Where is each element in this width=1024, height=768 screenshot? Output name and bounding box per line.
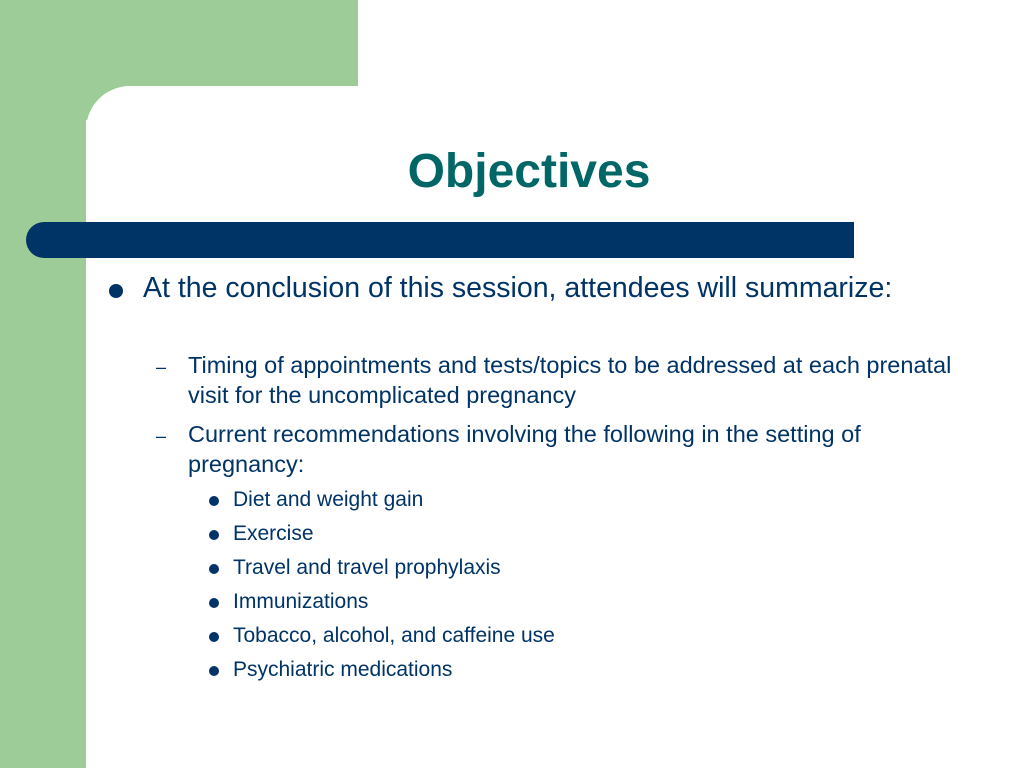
dash-bullet-icon: –	[156, 426, 167, 446]
bullet-dot-icon	[209, 496, 219, 506]
bullet-level3-item: Travel and travel prophylaxis	[233, 556, 501, 579]
bullet-dot-icon	[209, 564, 219, 574]
dash-bullet-icon: –	[156, 357, 167, 377]
bullet-dot-icon	[209, 632, 219, 642]
bullet-level2-item: Current recommendations involving the following in the setting of pregnancy:	[188, 421, 861, 477]
bullet-level1: At the conclusion of this session, attendees will summarize:	[143, 272, 893, 304]
slide-title: Objectives	[407, 145, 651, 198]
bullet-level3-item: Tobacco, alcohol, and caffeine use	[233, 624, 555, 647]
bullet-dot-icon	[209, 666, 219, 676]
bullet-dot-icon	[209, 530, 219, 540]
bullet-level3-item: Psychiatric medications	[233, 658, 453, 681]
bullet-level3-item: Exercise	[233, 522, 314, 545]
bullet-level3-item: Diet and weight gain	[233, 488, 424, 511]
bullet-dot-icon	[209, 598, 219, 608]
bullet-dot-icon	[109, 284, 123, 298]
bullet-level3-item: Immunizations	[233, 590, 369, 613]
bullet-level2-item: Timing of appointments and tests/topics to be addressed at each prenatal visit for the uncomplicated pregnancy	[188, 352, 952, 408]
